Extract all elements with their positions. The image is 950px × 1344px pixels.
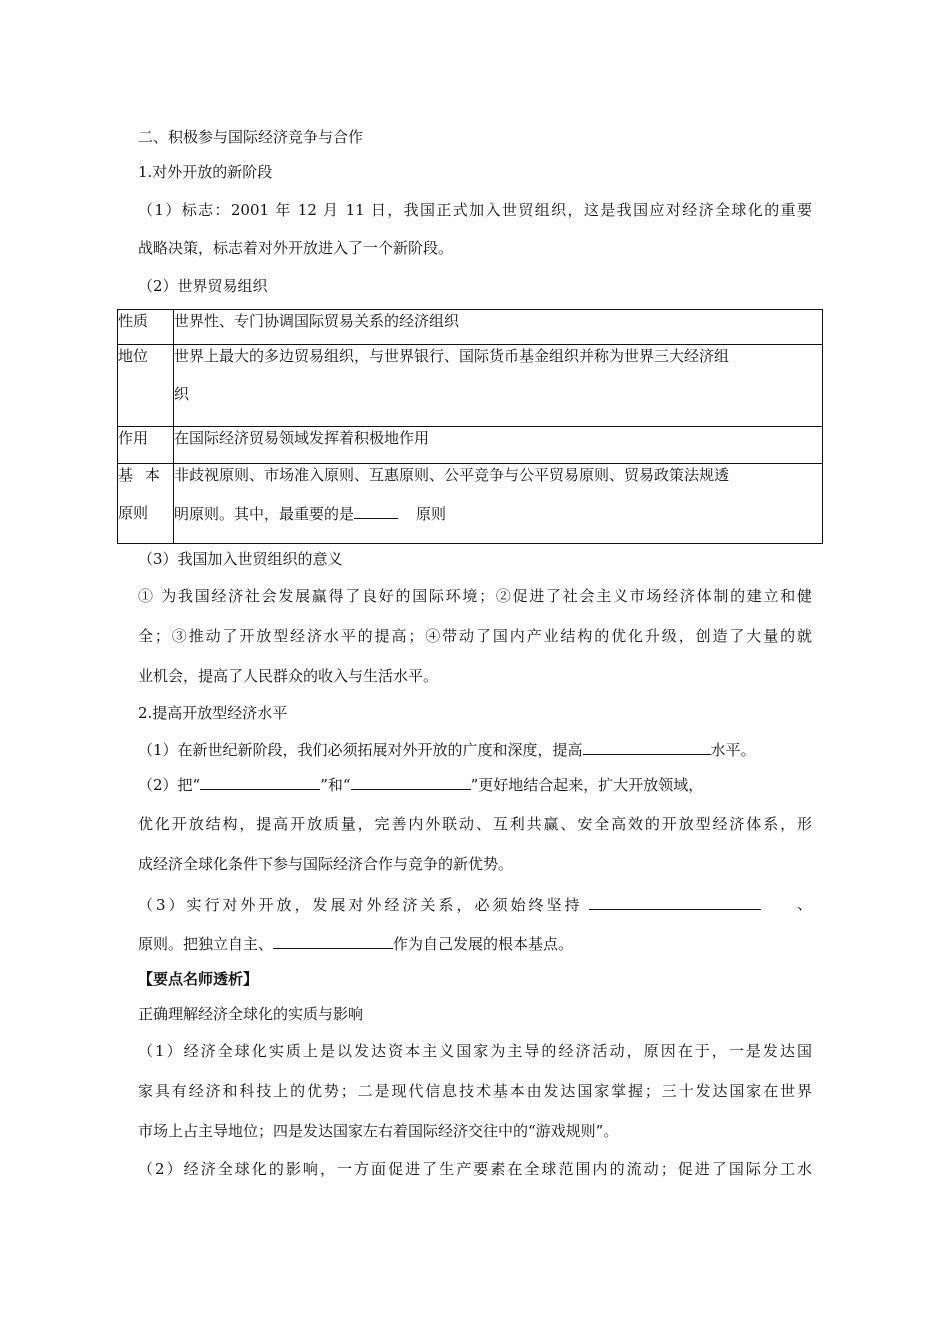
principle-text: 明原则。其中，最重要的是 [174,505,355,523]
sub1-p1-line2: 战略决策，标志着对外开放进入了一个新阶段。 [138,239,454,257]
table-key: 地位 [118,345,174,427]
sub2-p3-text: 、 [796,895,812,913]
table-value: 世界性、专门协调国际贸易关系的经济组织 [174,310,823,345]
table-value-line [174,502,822,525]
principle-text: 原则 [416,505,447,523]
table-key: 作用 [118,427,174,464]
fill-blank[interactable] [589,893,761,910]
table-row [118,464,823,544]
sub2-p3-text: （3）实行对外开放，发展对外经济关系，必须始终坚持 [138,896,583,914]
analysis-p2-line1: （2）经济全球化的影响，一方面促进了生产要素在全球范围内的流动；促进了国际分工水 [138,1160,812,1178]
table-key-line: 基本 [118,466,173,484]
table-value [174,345,823,427]
fill-blank[interactable] [200,773,320,790]
fill-blank[interactable] [273,932,393,949]
sub1-p1-line1: （1）标志：2001 年 12 月 11 日，我国正式加入世贸组织，这是我国应对经济全球化的重要 [138,201,812,219]
sub2-p3-line2 [138,932,573,955]
table-key [118,464,174,544]
table-value [174,464,823,544]
analysis-p1-line1: （1）经济全球化实质上是以发达资本主义国家为主导的经济活动，原因在于，一是发达国 [138,1042,812,1060]
sub2-p2-line3: 成经济全球化条件下参与国际经济合作与竞争的新优势。 [138,855,514,873]
fill-blank[interactable] [354,502,398,519]
table-row [118,345,823,427]
sub2-p1-text: （1）在新世纪新阶段，我们必须拓展对外开放的广度和深度，提高 [138,741,583,759]
sub2-p2-text: ”更好地结合起来，扩大开放领域， [470,776,704,794]
table-value-line: 世界上最大的多边贸易组织，与世界银行、国际货币基金组织并称为世界三大经济组 [174,347,730,365]
sub2-p3-line1 [138,893,812,916]
sub2-p1 [138,738,756,761]
sub2-p1-text: 水平。 [710,741,756,759]
sub2-p2-line2: 优化开放结构，提高开放质量，完善内外联动、互利共赢、安全高效的开放型经济体系，形 [138,815,812,833]
sub1-p3-line1: ① 为我国经济社会发展赢得了良好的国际环境；②促进了社会主义市场经济体制的建立和健 [138,587,812,605]
table-row [118,310,823,345]
sub2-p2-line1 [138,773,703,796]
wto-table [117,309,823,544]
sub1-p3-line2: 全；③推动了开放型经济水平的提高；④带动了国内产业结构的优化升级，创造了大量的就 [138,627,812,645]
table-key-line: 原则 [118,504,149,522]
sub1-p2: （2）世界贸易组织 [138,277,268,295]
table-value: 在国际经济贸易领域发挥着积极地作用 [174,427,823,464]
analysis-heading: 【要点名师透析】 [138,970,259,988]
table-value-line: 非歧视原则、市场准入原则、互惠原则、公平竞争与公平贸易原则、贸易政策法规透 [174,466,730,484]
sub1-heading: 1.对外开放的新阶段 [138,163,273,181]
sub2-heading: 2.提高开放型经济水平 [138,704,288,722]
sub2-p2-text: （2）把“ [138,776,201,794]
fill-blank[interactable] [351,773,471,790]
table-key: 性质 [118,310,174,345]
fill-blank[interactable] [583,738,711,755]
table-value-line: 织 [174,385,190,403]
sub2-p3-text: 原则。把独立自主、 [138,935,274,953]
analysis-p1-line3: 市场上占主导地位；四是发达国家左右着国际经济交往中的“游戏规则”。 [138,1122,619,1140]
table-row [118,427,823,464]
analysis-topic: 正确理解经济全球化的实质与影响 [138,1005,364,1023]
sub1-p3-line3: 业机会，提高了人民群众的收入与生活水平。 [138,667,439,685]
analysis-p1-line2: 家具有经济和科技上的优势；二是现代信息技术基本由发达国家掌握；三十发达国家在世界 [138,1082,812,1100]
sub2-p2-text: ”和“ [320,776,351,794]
section-title: 二、积极参与国际经济竞争与合作 [138,128,364,146]
sub2-p3-text: 作为自己发展的根本基点。 [393,935,574,953]
sub1-p3: （3）我国加入世贸组织的意义 [138,550,343,568]
